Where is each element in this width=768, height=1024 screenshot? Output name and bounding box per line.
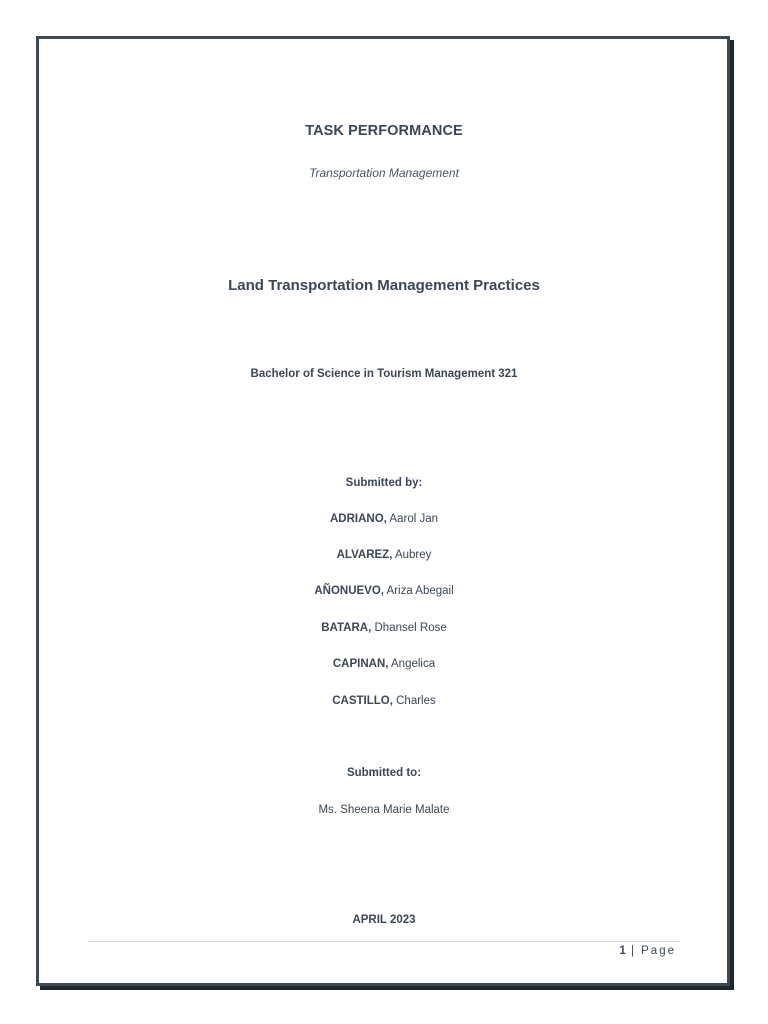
member-surname: CASTILLO, <box>332 695 393 707</box>
member-given-name: Angelica <box>391 658 436 670</box>
member-name <box>0 513 768 525</box>
member-surname: AÑONUEVO, <box>314 585 384 597</box>
member-name <box>0 658 768 670</box>
page-separator: | <box>630 945 636 957</box>
footer-divider <box>88 941 680 942</box>
member-surname: ADRIANO, <box>329 513 387 525</box>
submitted-by-label: Submitted by: <box>345 477 423 489</box>
member-surname: BATARA, <box>321 622 372 634</box>
member-given-name: Aubrey <box>394 549 432 561</box>
member-name <box>0 585 768 597</box>
member-given-name: Dhansel Rose <box>374 622 447 634</box>
page-number-footer <box>619 945 676 957</box>
program-name: Bachelor of Science in Tourism Management 321 <box>250 368 518 380</box>
submission-date: APRIL 2023 <box>352 914 416 926</box>
course-subtitle: Transportation Management <box>309 166 459 180</box>
advisor-name: Ms. Sheena Marie Malate <box>318 804 450 816</box>
member-given-name: Charles <box>396 695 436 707</box>
member-name <box>0 549 768 561</box>
member-surname: CAPINAN, <box>332 658 389 670</box>
member-surname: ALVAREZ, <box>336 549 393 561</box>
report-title: Land Transportation Management Practices <box>228 277 540 294</box>
page-label: Page <box>641 945 676 957</box>
member-given-name: Ariza Abegail <box>386 585 454 597</box>
page-number: 1 <box>619 945 626 957</box>
submitted-to-label: Submitted to: <box>346 767 422 779</box>
member-given-name: Aarol Jan <box>389 513 439 525</box>
task-title: TASK PERFORMANCE <box>305 123 463 139</box>
member-name <box>0 695 768 707</box>
member-name <box>0 622 768 634</box>
